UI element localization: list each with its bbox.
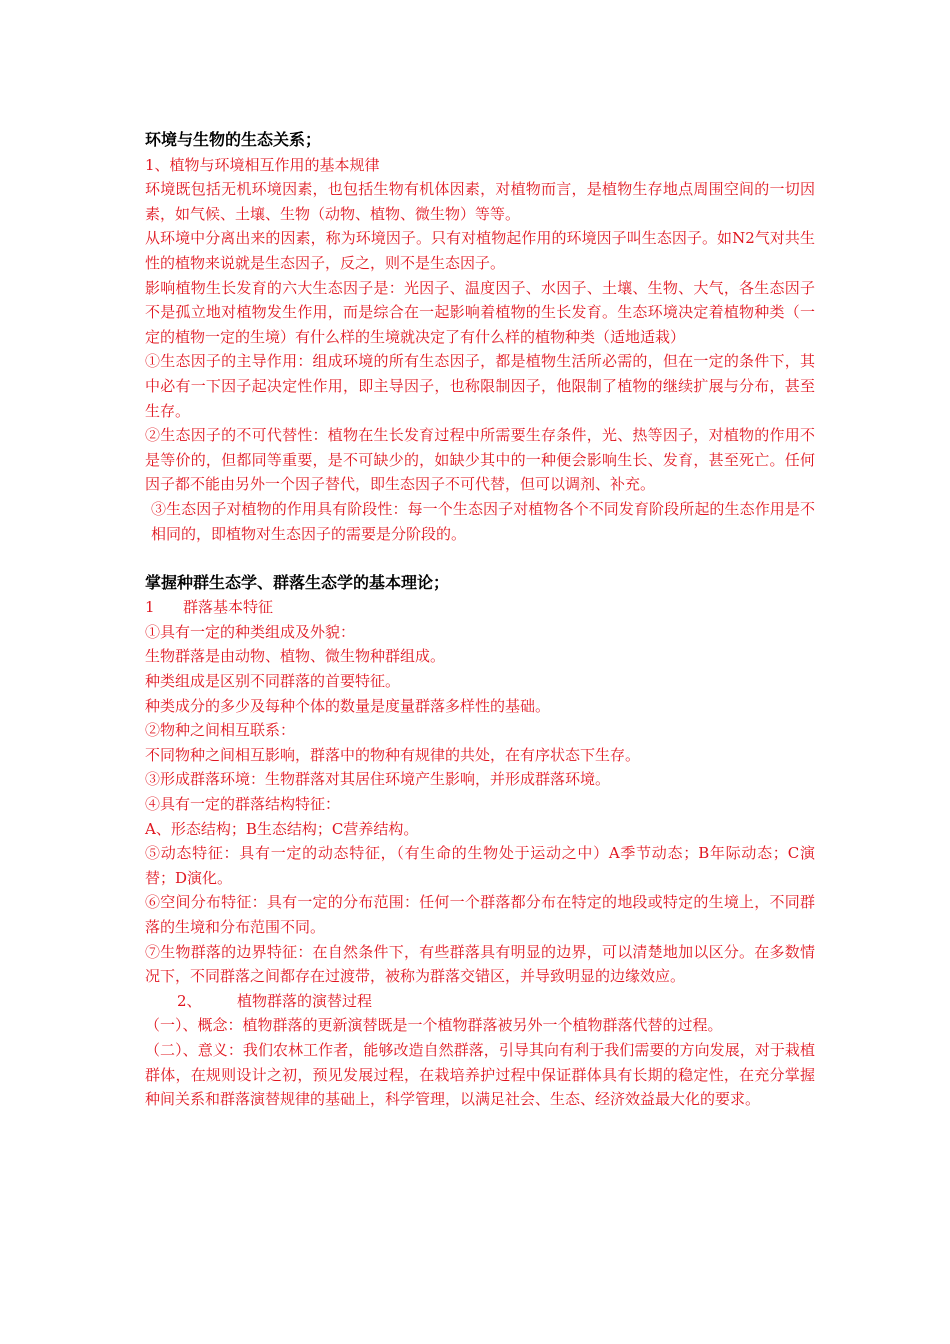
paragraph: ②物种之间相互联系：	[145, 721, 296, 740]
section-2-sub1-heading	[145, 595, 815, 620]
paragraph: 从环境中分离出来的因素，称为环境因子。只有对植物起作用的环境因子叫生态因子。如N2气对共生性的植物来说就是生态因子，反之，则不是生态因子。	[145, 229, 815, 272]
paragraph: 不同物种之间相互影响，群落中的物种有规律的共处，在有序状态下生存。	[145, 745, 641, 764]
paragraph: ④具有一定的群落结构特征：	[145, 795, 341, 814]
paragraph: ③形成群落环境：生物群落对其居住环境产生影响，并形成群落环境。	[145, 770, 611, 789]
section-1-title: 环境与生物的生态关系；	[145, 130, 322, 149]
sub2-number: 2、	[177, 991, 202, 1010]
paragraph: （二）、意义：我们农林工作者，能够改造自然群落，引导其向有利于我们需要的方向发展，对于栽植群体，在规则设计之初，预见发展过程，在栽培养护过程中保证群体具有长期的稳定性，在充分掌握种间关系和群落演替规律的基础上，科学管理，以满足社会、生态、经济效益最大化的要求。	[145, 1040, 815, 1109]
sub1-number: 1	[145, 598, 155, 617]
paragraph: ③生态因子对植物的作用具有阶段性：每一个生态因子对植物各个不同发育阶段所起的生态作用是不相同的，即植物对生态因子的需要是分阶段的。	[151, 499, 815, 543]
paragraph: （一）、概念：植物群落的更新演替既是一个植物群落被另外一个植物群落代替的过程。	[145, 1016, 723, 1035]
section-2-title: 掌握种群生态学、群落生态学的基本理论；	[145, 572, 450, 592]
paragraph: A、形态结构；B生态结构；C营养结构。	[145, 819, 419, 838]
section-1-subtitle: 1、植物与环境相互作用的基本规律	[145, 155, 380, 174]
paragraph: 环境既包括无机环境因素，也包括生物有机体因素，对植物而言，是植物生存地点周围空间的一切因素，如气候、土壤、生物（动物、植物、微生物）等等。	[145, 180, 815, 223]
paragraph: ⑤动态特征：具有一定的动态特征，（有生命的生物处于运动之中）A季节动态；B年际动态；C演替；D演化。	[145, 844, 815, 887]
section-2-sub2-heading	[145, 989, 815, 1014]
sub1-label: 群落基本特征	[183, 598, 274, 617]
paragraph: 种类成分的多少及每种个体的数量是度量群落多样性的基础。	[145, 696, 551, 715]
paragraph: ①生态因子的主导作用：组成环境的所有生态因子，都是植物生活所必需的，但在一定的条件下，其中必有一下因子起决定性作用，即主导因子，也称限制因子，他限制了植物的继续扩展与分布，甚至生存。	[145, 352, 815, 420]
paragraph: 生物群落是由动物、植物、微生物种群组成。	[145, 647, 446, 666]
paragraph: ⑦生物群落的边界特征：在自然条件下，有些群落具有明显的边界，可以清楚地加以区分。在多数情况下，不同群落之间都存在过渡带，被称为群落交错区，并导致明显的边缘效应。	[145, 942, 815, 986]
paragraph: ①具有一定的种类组成及外貌：	[145, 622, 356, 641]
document-page	[145, 128, 815, 1112]
paragraph: ②生态因子的不可代替性：植物在生长发育过程中所需要生存条件，光、热等因子，对植物的作用不是等价的，但都同等重要，是不可缺少的，如缺少其中的一种便会影响生长、发育，甚至死亡。任何因子都不能由另外一个因子替代，即生态因子不可代替，但可以调剂、补充。	[145, 426, 815, 494]
paragraph: ⑥空间分布特征：具有一定的分布范围：任何一个群落都分布在特定的地段或特定的生境上，不同群落的生境和分布范围不同。	[145, 893, 815, 936]
paragraph: 影响植物生长发育的六大生态因子是：光因子、温度因子、水因子、土壤、生物、大气，各生态因子不是孤立地对植物发生作用，而是综合在一起影响着植物的生长发育。生态环境决定着植物种类（一定的植物一定的生境）有什么样的生境就决定了有什么样的植物种类（适地适栽）	[145, 278, 815, 346]
spacer	[145, 546, 815, 571]
sub2-label: 植物群落的演替过程	[237, 991, 373, 1010]
paragraph: 种类组成是区别不同群落的首要特征。	[145, 672, 401, 691]
